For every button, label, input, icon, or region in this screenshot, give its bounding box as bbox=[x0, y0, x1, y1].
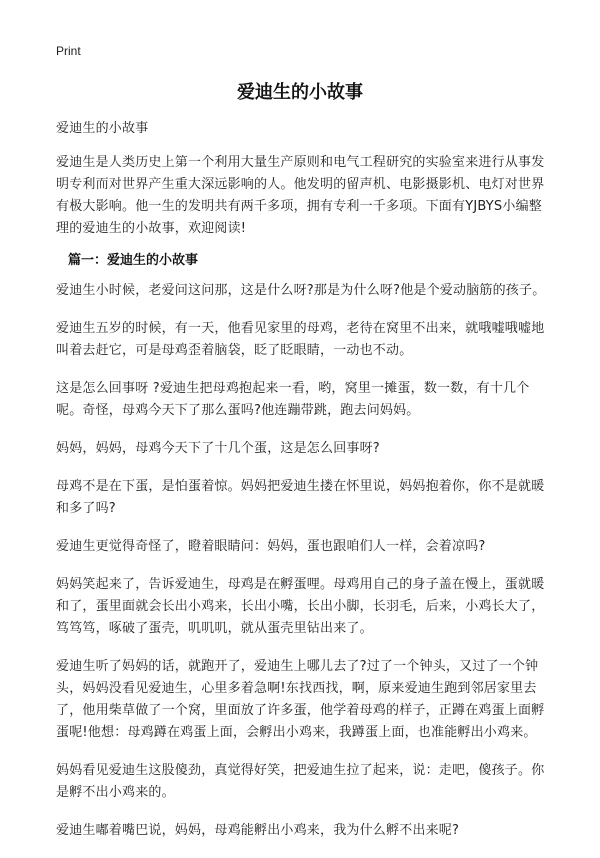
story-paragraph: 爱迪生嘟着嘴巴说，妈妈，母鸡能孵出小鸡来，我为什么孵不出来呢? bbox=[56, 823, 460, 838]
story-paragraph: 妈妈，妈妈，母鸡今天下了十几个蛋，这是怎么回事呀? bbox=[56, 441, 380, 456]
print-link[interactable]: Print bbox=[56, 44, 81, 58]
story-paragraph: 妈妈看见爱迪生这股傻劲，真觉得好笑，把爱迪生拉了起来，说：走吧，傻孩子。你是孵不出小鸡来的。 bbox=[56, 763, 545, 800]
story-paragraph: 爱迪生更觉得奇怪了，瞪着眼睛问：妈妈，蛋也跟咱们人一样，会着凉吗? bbox=[56, 539, 486, 554]
story-paragraph: 爱迪生小时候，老爱问这问那，这是什么呀?那是为什么呀?他是个爱动脑筋的孩子。 bbox=[56, 283, 546, 298]
intro-paragraph: 爱迪生是人类历史上第一个利用大量生产原则和电气工程研究的实验室来进行从事发明专利而对世界产生重大深远影响的人。他发明的留声机、电影摄影机、电灯对世界有极大影响。他一生的发明共有两千多项，拥有专利一千多项。下面有YJBYS小编整理的爱迪生的小故事，欢迎阅读! bbox=[56, 155, 545, 236]
story-paragraph: 这是怎么回事呀 ?爱迪生把母鸡抱起来一看，哟，窝里一摊蛋，数一数，有十几个呢。奇怪，母鸡今天下了那么蛋吗?他连蹦带跳，跑去问妈妈。 bbox=[56, 381, 530, 418]
story-paragraph: 爱迪生听了妈妈的话，就跑开了，爱迪生上哪儿去了?过了一个钟头，又过了一个钟头，妈妈没看见爱迪生，心里多着急啊!东找西找，啊，原来爱迪生跑到邻居家里去了，他用柴草做了一个窝，里面放了许多蛋，他学着母鸡的样子，正蹲在鸡蛋上面孵蛋呢!他想：母鸡蹲在鸡蛋上面，会孵出小鸡来，我蹲蛋上面，也准能孵出小鸡来。 bbox=[56, 659, 545, 740]
section-heading: 篇一：爱迪生的小故事 bbox=[68, 253, 199, 268]
story-paragraph: 爱迪生五岁的时候，有一天，他看见家里的母鸡，老待在窝里不出来，就哦嘘哦嘘地叫着去赶它，可是母鸡歪着脑袋，眨了眨眼睛，一动也不动。 bbox=[56, 321, 545, 358]
story-paragraph: 母鸡不是在下蛋，是怕蛋着惊。妈妈把爱迪生搂在怀里说，妈妈抱着你，你不是就暖和多了吗? bbox=[56, 479, 545, 516]
page-title: 爱迪生的小故事 bbox=[237, 82, 363, 103]
article-body bbox=[56, 118, 548, 858]
article-subtitle: 爱迪生的小故事 bbox=[56, 121, 149, 136]
story-paragraph: 妈妈笑起来了，告诉爱迪生，母鸡是在孵蛋哩。母鸡用自己的身子盖在慢上，蛋就暖和了，蛋里面就会长出小鸡来，长出小嘴，长出小脚，长羽毛，后来，小鸡长大了，笃笃笃，啄破了蛋壳，叽叽叽，就从蛋壳里钻出来了。 bbox=[56, 577, 545, 636]
